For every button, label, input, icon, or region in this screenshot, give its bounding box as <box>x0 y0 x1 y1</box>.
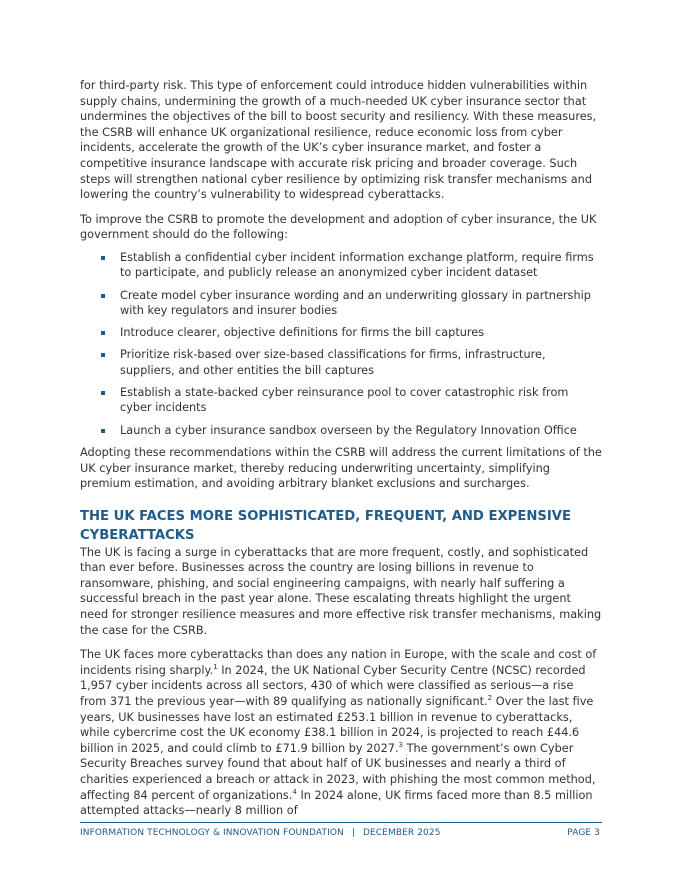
footer-date: DECEMBER 2025 <box>362 828 441 838</box>
list-item-text: Establish a confidential cyber incident information exchange platform, require firms to participate, and publicly release an anonymized cyber incident dataset <box>120 250 594 280</box>
paragraph-2: To improve the CSRB to promote the development and adoption of cyber insurance, the UK government should do the following: <box>80 212 597 242</box>
page-body <box>80 78 602 819</box>
bullet-square-icon <box>101 294 105 298</box>
bullet-square-icon <box>101 391 105 395</box>
paragraph-3: Adopting these recommendations within the CSRB will address the current limitations of the UK cyber insurance market, thereby reducing underwriting uncertainty, simplifying premium estimation, and avoiding arbitrary blanket exclusions and surcharges. <box>80 445 602 491</box>
bullet-square-icon <box>101 331 105 335</box>
list-item <box>80 288 602 319</box>
list-item <box>80 250 602 281</box>
footer-left <box>80 828 441 838</box>
list-item-text: Introduce clearer, objective definitions for firms the bill captures <box>120 326 485 340</box>
paragraph-1: for third-party risk. This type of enforcement could introduce hidden vulnerabilities within supply chains, undermining the growth of a much-needed UK cyber insurance sector that undermines the objectives of the bill to boost security and resiliency. With these measures, the CSRB will enhance UK organizational resilience, reduce economic loss from cyber incidents, accelerate the growth of the UK’s cyber insurance market, and foster a competitive insurance landscape with accurate risk pricing and broader coverage. Such steps will strengthen national cyber resilience by optimizing risk transfer mechanisms and lowering the country’s vulnerability to widespread cyberattacks. <box>80 79 597 202</box>
bullet-square-icon <box>101 353 105 357</box>
list-item-text: Establish a state-backed cyber reinsurance pool to cover catastrophic risk from cyber incidents <box>120 386 569 415</box>
paragraph-5 <box>80 647 602 819</box>
list-item <box>80 325 602 340</box>
paragraph-4: The UK is facing a surge in cyberattacks that are more frequent, costly, and sophisticated than ever before. Businesses across the country are losing billions in revenue to ransomware, phishing, and social engineering campaigns, with nearly half suffering a successful breach in the past year alone. These escalating threats highlight the urgent need for stronger resilience measures and more effective risk transfer mechanisms, making the case for the CSRB. <box>80 545 602 637</box>
footer-page-number: PAGE 3 <box>567 828 600 838</box>
list-item-text: Prioritize risk-based over size-based classifications for firms, infrastructure, suppliers, and other entities the bill captures <box>120 348 546 377</box>
bullet-square-icon <box>101 256 105 260</box>
footer-organization: INFORMATION TECHNOLOGY & INNOVATION FOUNDATION <box>80 828 344 838</box>
section-heading: THE UK FACES MORE SOPHISTICATED, FREQUENT, AND EXPENSIVE CYBERATTACKS <box>80 508 571 543</box>
paragraph-5-text: In 2024, the UK National Cyber Security Centre (NCSC) recorded 1,957 cyber incidents across all sectors, 430 of which were classified as serious—a rise from 371 the previous year—with 89 qualifying as nationally significant. <box>80 663 586 709</box>
list-item <box>80 347 602 378</box>
list-item-text: Launch a cyber insurance sandbox overseen by the Regulatory Innovation Office <box>120 423 577 437</box>
footer-separator: | <box>351 828 355 838</box>
list-item <box>80 385 602 416</box>
footnote-ref[interactable]: 1 <box>213 662 218 671</box>
list-item-text: Create model cyber insurance wording and an underwriting glossary in partnership with key regulators and insurer bodies <box>120 288 591 317</box>
footer-divider <box>80 822 602 823</box>
recommendations-list <box>80 250 602 438</box>
list-item <box>80 423 602 438</box>
bullet-square-icon <box>101 429 105 433</box>
paragraph-5-text: Over the last five years, UK businesses have lost an estimated £253.1 billion in revenue to cyberattacks, while cybercrime cost the UK economy £38.1 billion in 2024, is projected to reach £44.6 billion in 2025, and could climb to £71.9 billion by 2027. <box>80 695 594 755</box>
paragraph-5-text: The government’s own Cyber Security Breaches survey found that about half of UK businesses and nearly a third of charities experienced a breach or attack in 2023, with phishing the most common method, affecting 84 percent of organizations. <box>80 741 596 802</box>
footnote-ref[interactable]: 4 <box>292 787 297 796</box>
footnote-ref[interactable]: 2 <box>487 694 493 703</box>
paragraph-5-text: The UK faces more cyberattacks than does any nation in Europe, with the scale and cost of incidents rising sharply. <box>80 648 597 677</box>
footnote-ref[interactable]: 3 <box>398 740 403 749</box>
paragraph-5-text: In 2024 alone, UK firms faced more than 8.5 million attempted attacks—nearly 8 million of <box>80 788 593 818</box>
